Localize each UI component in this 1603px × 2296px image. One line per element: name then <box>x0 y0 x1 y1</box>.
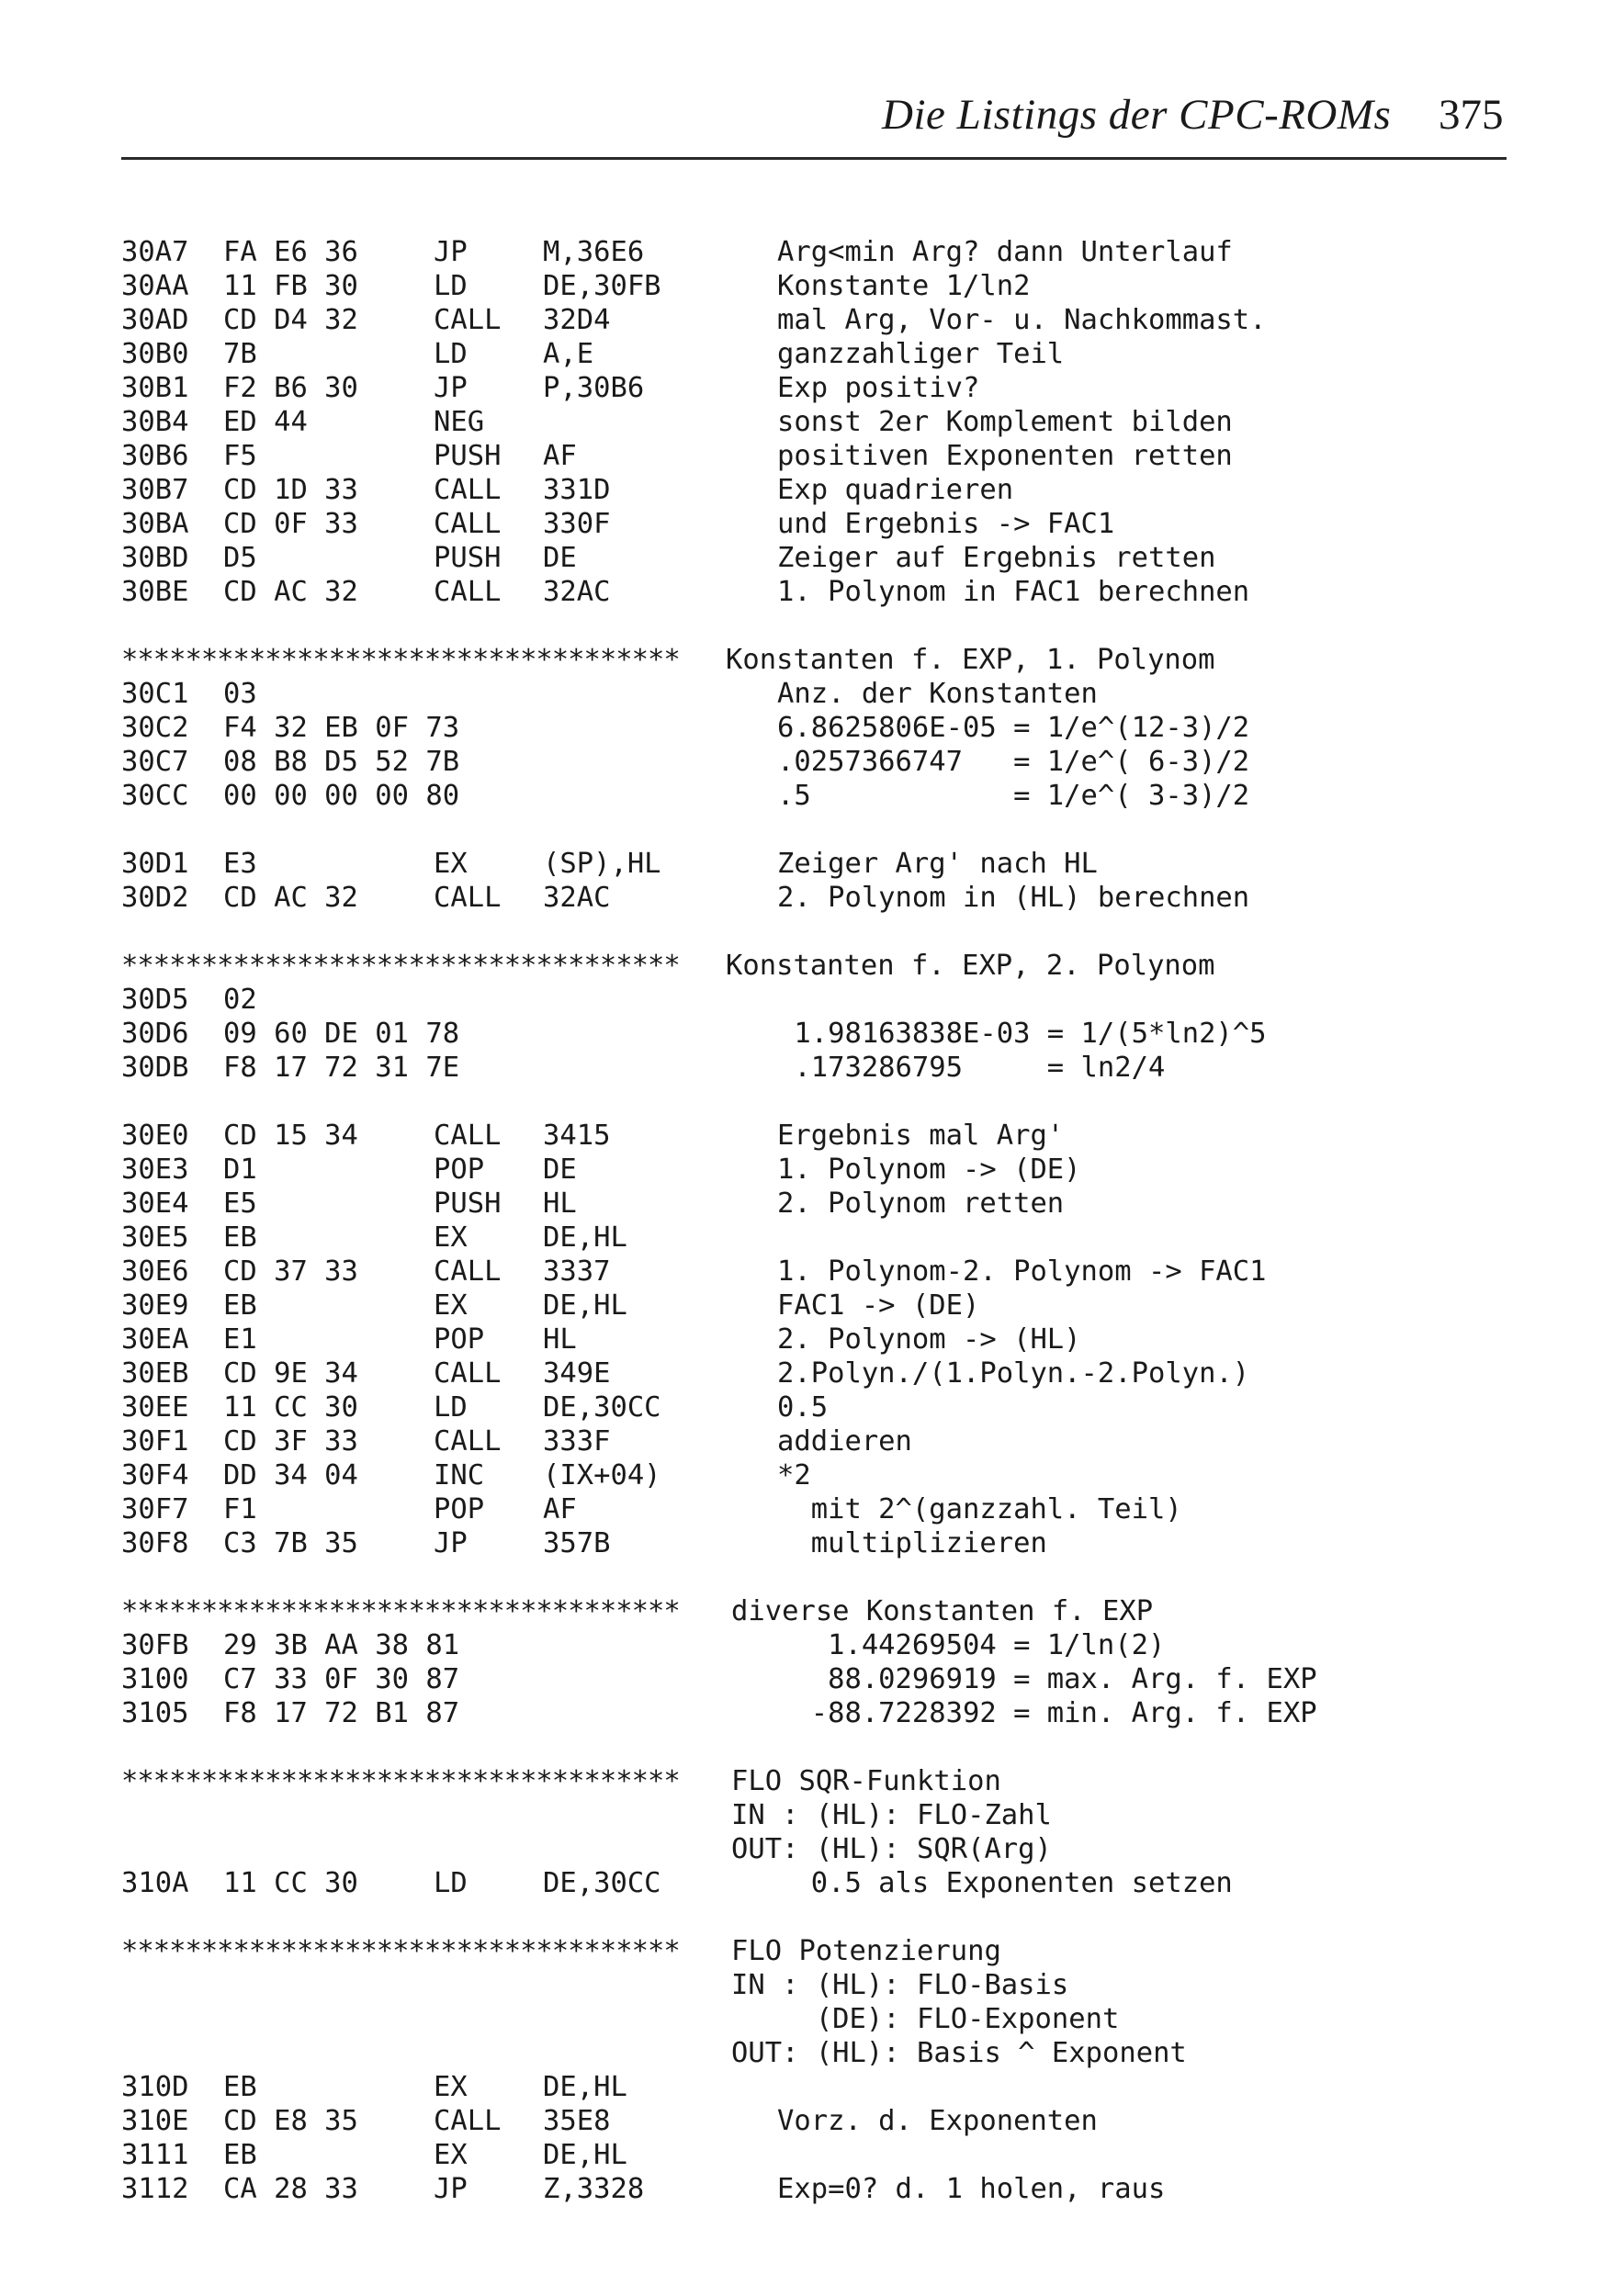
listing-row <box>0 2104 1603 2138</box>
listing-comment: mit 2^(ganzzahl. Teil) <box>777 1493 1182 1525</box>
listing-opcode-bytes: F5 <box>223 440 257 472</box>
listing-address: 30D2 <box>121 882 189 914</box>
listing-comment: Vorz. d. Exponenten <box>777 2105 1098 2137</box>
listing-comment: mal Arg, Vor- u. Nachkommast. <box>777 304 1267 336</box>
blank-line <box>0 1560 1603 1594</box>
listing-mnemonic: CALL <box>434 1425 502 1458</box>
listing-row <box>0 1662 1603 1696</box>
listing-address: 310E <box>121 2105 189 2137</box>
listing-row <box>0 1628 1603 1662</box>
listing-address: 30E9 <box>121 1289 189 1322</box>
listing-operand: DE,HL <box>543 1289 627 1322</box>
listing-operand: DE <box>543 542 577 574</box>
listing-address: 30AA <box>121 270 189 302</box>
listing-opcode-bytes: D1 <box>223 1154 257 1186</box>
listing-mnemonic: JP <box>434 2173 468 2205</box>
listing-address: 30DB <box>121 1052 189 1084</box>
listing-address: 310A <box>121 1867 189 1899</box>
section-separator: *********************************** <box>121 950 680 982</box>
listing-opcode-bytes: D5 <box>223 542 257 574</box>
listing-row <box>0 303 1603 337</box>
section-heading: FLO SQR-Funktion <box>731 1765 1001 1797</box>
listing-opcode-bytes: CD 0F 33 <box>223 508 358 540</box>
section-separator: *********************************** <box>121 1935 680 1967</box>
listing-mnemonic: JP <box>434 236 468 268</box>
listing-address: 30F7 <box>121 1493 189 1525</box>
listing-operand: 32AC <box>543 882 611 914</box>
listing-mnemonic: LD <box>434 270 468 302</box>
section-separator: *********************************** <box>121 644 680 676</box>
listing-opcode-bytes: EB <box>223 1289 257 1322</box>
listing-row <box>0 881 1603 915</box>
listing-operand: 3337 <box>543 1255 611 1288</box>
listing-comment: 2. Polynom retten <box>777 1187 1065 1220</box>
listing-opcode-bytes: ED 44 <box>223 406 308 438</box>
listing-comment: ganzzahliger Teil <box>777 338 1065 370</box>
listing-address: 30EB <box>121 1357 189 1390</box>
listing-row <box>0 1866 1603 1900</box>
listing-opcode-bytes: C3 7B 35 <box>223 1527 358 1559</box>
listing-operand: AF <box>543 440 577 472</box>
listing-comment: Zeiger Arg' nach HL <box>777 848 1098 880</box>
listing-row <box>0 1153 1603 1187</box>
listing-row <box>0 643 1603 677</box>
listing-row <box>0 1424 1603 1458</box>
listing-operand: 357B <box>543 1527 611 1559</box>
listing-row <box>0 371 1603 405</box>
listing-row <box>0 2138 1603 2172</box>
listing-row <box>0 2070 1603 2104</box>
listing-address: 310D <box>121 2071 189 2103</box>
listing-address: 30BA <box>121 508 189 540</box>
header-rule <box>121 157 1507 160</box>
listing-comment: Zeiger auf Ergebnis retten <box>777 542 1216 574</box>
listing-address: 30B0 <box>121 338 189 370</box>
listing-row <box>0 2002 1603 2036</box>
listing-comment: 2.Polyn./(1.Polyn.-2.Polyn.) <box>777 1357 1250 1390</box>
listing-opcode-bytes: EB <box>223 2071 257 2103</box>
listing-address: 30E5 <box>121 1221 189 1254</box>
listing-address: 30E0 <box>121 1120 189 1152</box>
listing-comment: Exp quadrieren <box>777 474 1014 506</box>
listing-mnemonic: CALL <box>434 474 502 506</box>
section-heading: FLO Potenzierung <box>731 1935 1001 1967</box>
listing-address: 30C7 <box>121 746 189 778</box>
listing-row <box>0 1526 1603 1560</box>
listing-address: 30EA <box>121 1323 189 1356</box>
listing-address: 30EE <box>121 1391 189 1424</box>
listing-opcode-bytes: F1 <box>223 1493 257 1525</box>
listing-comment: positiven Exponenten retten <box>777 440 1233 472</box>
listing-comment: Ergebnis mal Arg' <box>777 1120 1065 1152</box>
assembly-listing <box>0 235 1603 2206</box>
listing-row <box>0 337 1603 371</box>
listing-comment: Exp=0? d. 1 holen, raus <box>777 2173 1166 2205</box>
listing-opcode-bytes: 11 CC 30 <box>223 1391 358 1424</box>
listing-address: 30CC <box>121 780 189 812</box>
listing-opcode-bytes: CD 1D 33 <box>223 474 358 506</box>
listing-opcode-bytes: E5 <box>223 1187 257 1220</box>
listing-address: 30BE <box>121 576 189 608</box>
listing-address: 30B1 <box>121 372 189 404</box>
listing-address: 3100 <box>121 1663 189 1695</box>
blank-line <box>0 813 1603 847</box>
listing-opcode-bytes: CD D4 32 <box>223 304 358 336</box>
running-header-title: Die Listings der CPC-ROMs <box>882 91 1392 139</box>
listing-row <box>0 1119 1603 1153</box>
listing-row <box>0 1322 1603 1356</box>
listing-address: 3111 <box>121 2139 189 2171</box>
listing-operand: DE,HL <box>543 2139 627 2171</box>
listing-mnemonic: CALL <box>434 304 502 336</box>
listing-address: 30F4 <box>121 1459 189 1491</box>
listing-operand: DE,30CC <box>543 1867 661 1899</box>
listing-row <box>0 2172 1603 2206</box>
section-heading: diverse Konstanten f. EXP <box>731 1595 1154 1627</box>
listing-row <box>0 269 1603 303</box>
listing-opcode-bytes: E3 <box>223 848 257 880</box>
section-heading: OUT: (HL): Basis ^ Exponent <box>731 2037 1187 2069</box>
listing-operand: (IX+04) <box>543 1459 661 1491</box>
listing-mnemonic: PUSH <box>434 1187 502 1220</box>
listing-comment: 2. Polynom in (HL) berechnen <box>777 882 1250 914</box>
listing-mnemonic: EX <box>434 2139 468 2171</box>
listing-comment: sonst 2er Komplement bilden <box>777 406 1233 438</box>
listing-row <box>0 1255 1603 1289</box>
listing-operand: 32AC <box>543 576 611 608</box>
listing-operand: 333F <box>543 1425 611 1458</box>
listing-operand: 35E8 <box>543 2105 611 2137</box>
listing-operand: 3415 <box>543 1120 611 1152</box>
listing-address: 30D6 <box>121 1018 189 1050</box>
listing-opcode-bytes: CD AC 32 <box>223 882 358 914</box>
listing-address: 30E4 <box>121 1187 189 1220</box>
listing-address: 30B4 <box>121 406 189 438</box>
listing-opcode-bytes: CD 9E 34 <box>223 1357 358 1390</box>
listing-row <box>0 1221 1603 1255</box>
listing-mnemonic: JP <box>434 1527 468 1559</box>
listing-opcode-bytes: FA E6 36 <box>223 236 358 268</box>
listing-opcode-bytes: 08 B8 D5 52 7B <box>223 746 460 778</box>
listing-row <box>0 983 1603 1017</box>
listing-operand: 331D <box>543 474 611 506</box>
listing-opcode-bytes: 11 CC 30 <box>223 1867 358 1899</box>
listing-opcode-bytes: CD AC 32 <box>223 576 358 608</box>
listing-address: 30E3 <box>121 1154 189 1186</box>
listing-comment: 1. Polynom-2. Polynom -> FAC1 <box>777 1255 1267 1288</box>
listing-address: 3105 <box>121 1697 189 1729</box>
listing-operand: 349E <box>543 1357 611 1390</box>
listing-operand: M,36E6 <box>543 236 645 268</box>
listing-mnemonic: PUSH <box>434 440 502 472</box>
page-number: 375 <box>1439 91 1504 139</box>
listing-row <box>0 1492 1603 1526</box>
listing-operand: 32D4 <box>543 304 611 336</box>
blank-line <box>0 1085 1603 1119</box>
listing-row <box>0 1934 1603 1968</box>
listing-address: 30E6 <box>121 1255 189 1288</box>
listing-comment: multiplizieren <box>777 1527 1047 1559</box>
section-heading: IN : (HL): FLO-Basis <box>731 1969 1069 2001</box>
listing-row <box>0 1017 1603 1051</box>
listing-mnemonic: EX <box>434 848 468 880</box>
listing-operand: DE,HL <box>543 2071 627 2103</box>
listing-comment: .5 = 1/e^( 3-3)/2 <box>777 780 1250 812</box>
listing-comment: und Ergebnis -> FAC1 <box>777 508 1115 540</box>
listing-row <box>0 439 1603 473</box>
listing-address: 30F1 <box>121 1425 189 1458</box>
listing-mnemonic: CALL <box>434 576 502 608</box>
section-heading: Konstanten f. EXP, 1. Polynom <box>726 644 1215 676</box>
listing-row <box>0 1696 1603 1730</box>
listing-row <box>0 1458 1603 1492</box>
listing-opcode-bytes: F8 17 72 B1 87 <box>223 1697 460 1729</box>
listing-mnemonic: LD <box>434 1391 468 1424</box>
listing-mnemonic: CALL <box>434 882 502 914</box>
listing-comment: FAC1 -> (DE) <box>777 1289 980 1322</box>
blank-line <box>0 1730 1603 1764</box>
listing-mnemonic: EX <box>434 1289 468 1322</box>
listing-address: 3112 <box>121 2173 189 2205</box>
listing-opcode-bytes: F4 32 EB 0F 73 <box>223 712 460 744</box>
listing-address: 30BD <box>121 542 189 574</box>
listing-operand: 330F <box>543 508 611 540</box>
listing-opcode-bytes: 00 00 00 00 80 <box>223 780 460 812</box>
listing-row <box>0 779 1603 813</box>
listing-operand: Z,3328 <box>543 2173 645 2205</box>
listing-operand: DE,30CC <box>543 1391 661 1424</box>
listing-opcode-bytes: CD 3F 33 <box>223 1425 358 1458</box>
listing-opcode-bytes: EB <box>223 1221 257 1254</box>
listing-row <box>0 1594 1603 1628</box>
listing-opcode-bytes: CD 15 34 <box>223 1120 358 1152</box>
listing-comment: .0257366747 = 1/e^( 6-3)/2 <box>777 746 1250 778</box>
listing-comment: Exp positiv? <box>777 372 980 404</box>
listing-opcode-bytes: 11 FB 30 <box>223 270 358 302</box>
listing-row <box>0 507 1603 541</box>
listing-comment: 1. Polynom -> (DE) <box>777 1154 1081 1186</box>
listing-mnemonic: CALL <box>434 508 502 540</box>
listing-row <box>0 2036 1603 2070</box>
listing-opcode-bytes: EB <box>223 2139 257 2171</box>
listing-row <box>0 745 1603 779</box>
listing-address: 30D1 <box>121 848 189 880</box>
listing-mnemonic: POP <box>434 1493 485 1525</box>
listing-row <box>0 1187 1603 1221</box>
listing-opcode-bytes: 09 60 DE 01 78 <box>223 1018 460 1050</box>
listing-row <box>0 1968 1603 2002</box>
listing-opcode-bytes: 7B <box>223 338 257 370</box>
blank-line <box>0 609 1603 643</box>
listing-mnemonic: LD <box>434 338 468 370</box>
listing-row <box>0 235 1603 269</box>
listing-comment: addieren <box>777 1425 912 1458</box>
listing-mnemonic: INC <box>434 1459 485 1491</box>
listing-mnemonic: LD <box>434 1867 468 1899</box>
listing-row <box>0 541 1603 575</box>
listing-address: 30AD <box>121 304 189 336</box>
listing-comment: 88.0296919 = max. Arg. f. EXP <box>777 1663 1317 1695</box>
listing-address: 30A7 <box>121 236 189 268</box>
listing-address: 30B6 <box>121 440 189 472</box>
listing-mnemonic: CALL <box>434 2105 502 2137</box>
listing-row <box>0 1798 1603 1832</box>
listing-mnemonic: JP <box>434 372 468 404</box>
listing-opcode-bytes: CA 28 33 <box>223 2173 358 2205</box>
section-separator: *********************************** <box>121 1765 680 1797</box>
listing-address: 30D5 <box>121 984 189 1016</box>
listing-comment: Konstante 1/ln2 <box>777 270 1031 302</box>
listing-comment: Anz. der Konstanten <box>777 678 1098 710</box>
listing-address: 30F8 <box>121 1527 189 1559</box>
listing-mnemonic: POP <box>434 1323 485 1356</box>
listing-operand: HL <box>543 1323 577 1356</box>
listing-mnemonic: EX <box>434 1221 468 1254</box>
listing-row <box>0 711 1603 745</box>
listing-mnemonic: CALL <box>434 1255 502 1288</box>
listing-comment: -88.7228392 = min. Arg. f. EXP <box>777 1697 1317 1729</box>
listing-comment: 6.8625806E-05 = 1/e^(12-3)/2 <box>777 712 1250 744</box>
listing-comment: 0.5 <box>777 1391 829 1424</box>
listing-operand: HL <box>543 1187 577 1220</box>
listing-operand: DE,HL <box>543 1221 627 1254</box>
section-heading: OUT: (HL): SQR(Arg) <box>731 1833 1052 1865</box>
listing-comment: .173286795 = ln2/4 <box>777 1052 1166 1084</box>
listing-opcode-bytes: C7 33 0F 30 87 <box>223 1663 460 1695</box>
listing-operand: (SP),HL <box>543 848 661 880</box>
blank-line <box>0 915 1603 949</box>
listing-mnemonic: CALL <box>434 1120 502 1152</box>
section-heading: IN : (HL): FLO-Zahl <box>731 1799 1052 1831</box>
listing-opcode-bytes: F8 17 72 31 7E <box>223 1052 460 1084</box>
listing-comment: 0.5 als Exponenten setzen <box>777 1867 1233 1899</box>
listing-row <box>0 1356 1603 1390</box>
listing-row <box>0 847 1603 881</box>
listing-row <box>0 405 1603 439</box>
listing-row <box>0 1051 1603 1085</box>
listing-address: 30B7 <box>121 474 189 506</box>
listing-operand: P,30B6 <box>543 372 645 404</box>
listing-row <box>0 677 1603 711</box>
listing-row <box>0 575 1603 609</box>
listing-comment: 1.44269504 = 1/ln(2) <box>777 1629 1166 1661</box>
listing-operand: AF <box>543 1493 577 1525</box>
listing-address: 30C2 <box>121 712 189 744</box>
section-heading: Konstanten f. EXP, 2. Polynom <box>726 950 1215 982</box>
listing-mnemonic: NEG <box>434 406 485 438</box>
section-separator: *********************************** <box>121 1595 680 1627</box>
listing-operand: DE <box>543 1154 577 1186</box>
listing-opcode-bytes: E1 <box>223 1323 257 1356</box>
listing-address: 30FB <box>121 1629 189 1661</box>
listing-mnemonic: EX <box>434 2071 468 2103</box>
listing-opcode-bytes: 02 <box>223 984 257 1016</box>
listing-comment: 1.98163838E-03 = 1/(5*ln2)^5 <box>777 1018 1267 1050</box>
listing-comment: Arg<min Arg? dann Unterlauf <box>777 236 1233 268</box>
listing-comment: *2 <box>777 1459 811 1491</box>
listing-comment: 1. Polynom in FAC1 berechnen <box>777 576 1250 608</box>
listing-opcode-bytes: CD E8 35 <box>223 2105 358 2137</box>
listing-row <box>0 949 1603 983</box>
listing-opcode-bytes: 29 3B AA 38 81 <box>223 1629 460 1661</box>
listing-opcode-bytes: F2 B6 30 <box>223 372 358 404</box>
section-heading: (DE): FLO-Exponent <box>731 2003 1120 2035</box>
listing-address: 30C1 <box>121 678 189 710</box>
listing-comment: 2. Polynom -> (HL) <box>777 1323 1081 1356</box>
listing-operand: A,E <box>543 338 594 370</box>
listing-opcode-bytes: 03 <box>223 678 257 710</box>
listing-mnemonic: PUSH <box>434 542 502 574</box>
listing-row <box>0 1289 1603 1322</box>
listing-row <box>0 1390 1603 1424</box>
listing-opcode-bytes: CD 37 33 <box>223 1255 358 1288</box>
blank-line <box>0 1900 1603 1934</box>
listing-row <box>0 1764 1603 1798</box>
listing-opcode-bytes: DD 34 04 <box>223 1459 358 1491</box>
listing-mnemonic: POP <box>434 1154 485 1186</box>
listing-row <box>0 473 1603 507</box>
listing-row <box>0 1832 1603 1866</box>
listing-operand: DE,30FB <box>543 270 661 302</box>
listing-mnemonic: CALL <box>434 1357 502 1390</box>
